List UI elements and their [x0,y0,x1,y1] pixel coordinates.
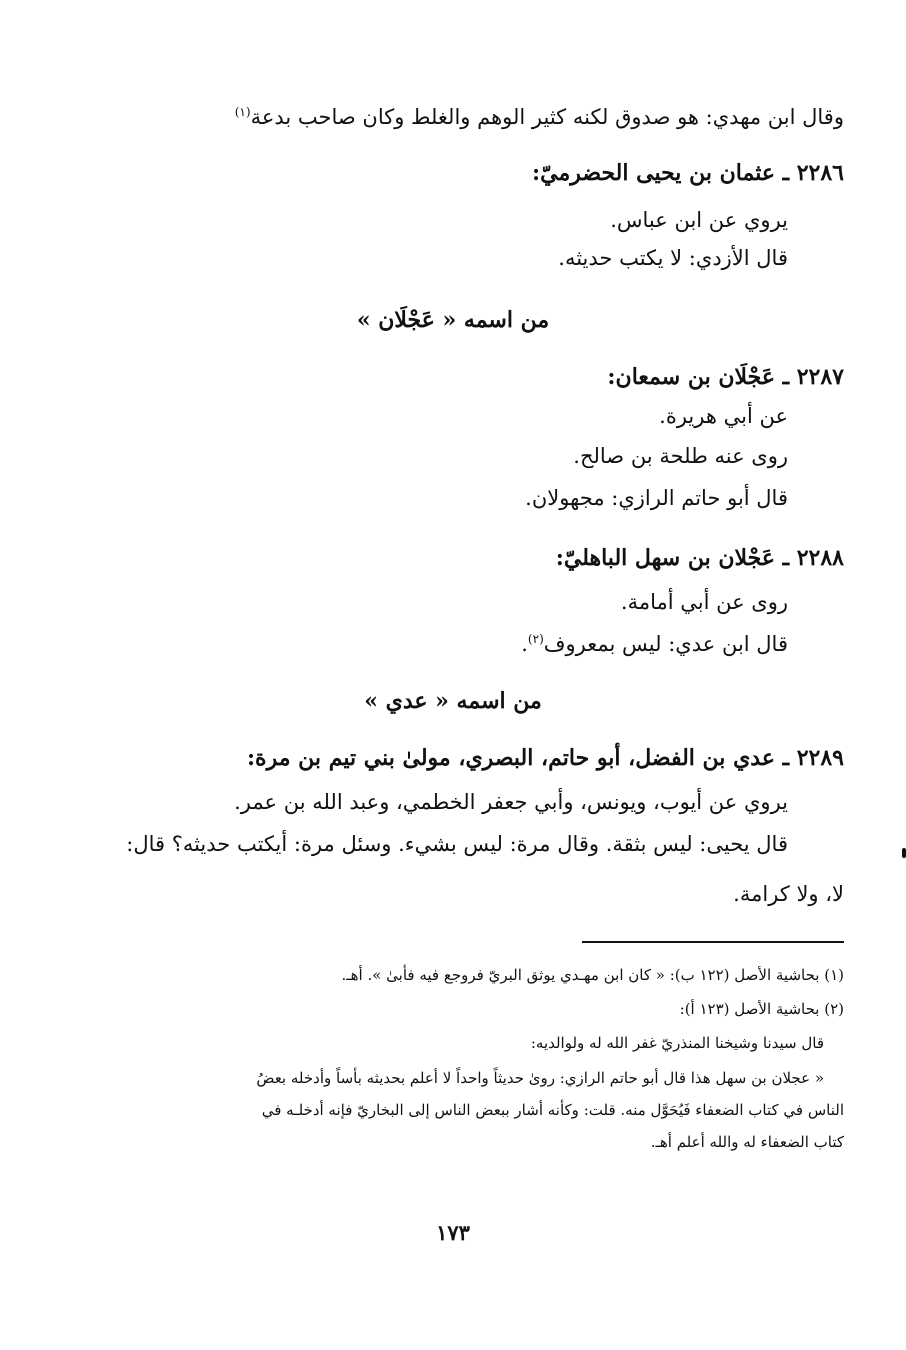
entry-text: يروي عن ابن عباس. [610,208,788,232]
entry-text-with-note: قال ابن عدي: ليس بمعروف$^{(٢)}$. [521,632,788,656]
entry-text: روى عن أبي أمامة. [620,590,788,614]
entry-text: قال يحيى: ليس بثقة. وقال مرة: ليس بشيء. وسئل مرة: أيكتب حديثه؟ قال: [126,832,788,856]
page-number: ١٧٣ [436,1220,470,1245]
entry-text: روى عنه طلحة بن صالح. [573,444,788,468]
footnote-2-text: « عجلان بن سهل هذا قال أبو حاتم الرازي: روىٰ حديثاً واحداً لا أعلم بحديثه بأساً وأدخله بعضُ [256,1069,824,1087]
margin-mark [902,848,906,858]
entry-text: لا، ولا كرامة. [733,882,844,906]
entry-heading-2287: ٢٢٨٧ ـ عَجْلَان بن سمعان: [607,364,844,390]
footnote-separator [582,941,844,943]
section-heading-ajlan: من اسمه « عَجْلَان » [356,307,550,333]
footnote-2: (٢) بحاشية الأصل (١٢٣ أ): [679,1000,844,1018]
footnote-1: (١) بحاشية الأصل (١٢٢ ب): « كان ابن مهـدي يوثق البريّ فروجع فيه فأبىٰ ». أهـ. [341,966,844,984]
entry-text: قال أبو حاتم الرازي: مجهولان. [525,486,788,510]
footnote-ref-2[interactable]: (٢) [527,632,544,646]
footnote-2-text: كتاب الضعفاء له والله أعلم أهـ. [650,1133,844,1151]
entry-heading-2289: ٢٢٨٩ ـ عدي بن الفضل، أبو حاتم، البصري، مولىٰ بني تيم بن مرة: [246,745,844,771]
text-line-continuation: وقال ابن مهدي: هو صدوق لكنه كثير الوهم والغلط وكان صاحب بدعة$^{(١)}$ [234,105,844,129]
entry-text: يروي عن أيوب، ويونس، وأبي جعفر الخطمي، وعبد الله بن عمر. [234,790,788,814]
footnote-2-text: الناس في كتاب الضعفاء فَيُحَوَّل منه. قلت: وكأنه أشار ببعض الناس إلى البخاريّ فإنه أدخلـه في [261,1101,844,1119]
footnote-2-text: قال سيدنا وشيخنا المنذريّ غفر الله له ولوالديه: [530,1034,824,1052]
entry-heading-2288: ٢٢٨٨ ـ عَجْلان بن سهل الباهليّ: [555,545,844,571]
entry-text: قال الأزدي: لا يكتب حديثه. [558,246,788,270]
entry-heading-2286: ٢٢٨٦ ـ عثمان بن يحيى الحضرميّ: [532,160,844,186]
entry-text: عن أبي هريرة. [659,404,788,428]
footnote-ref-1[interactable]: (١) [234,105,251,119]
section-heading-adi: من اسمه « عدي » [364,688,542,714]
